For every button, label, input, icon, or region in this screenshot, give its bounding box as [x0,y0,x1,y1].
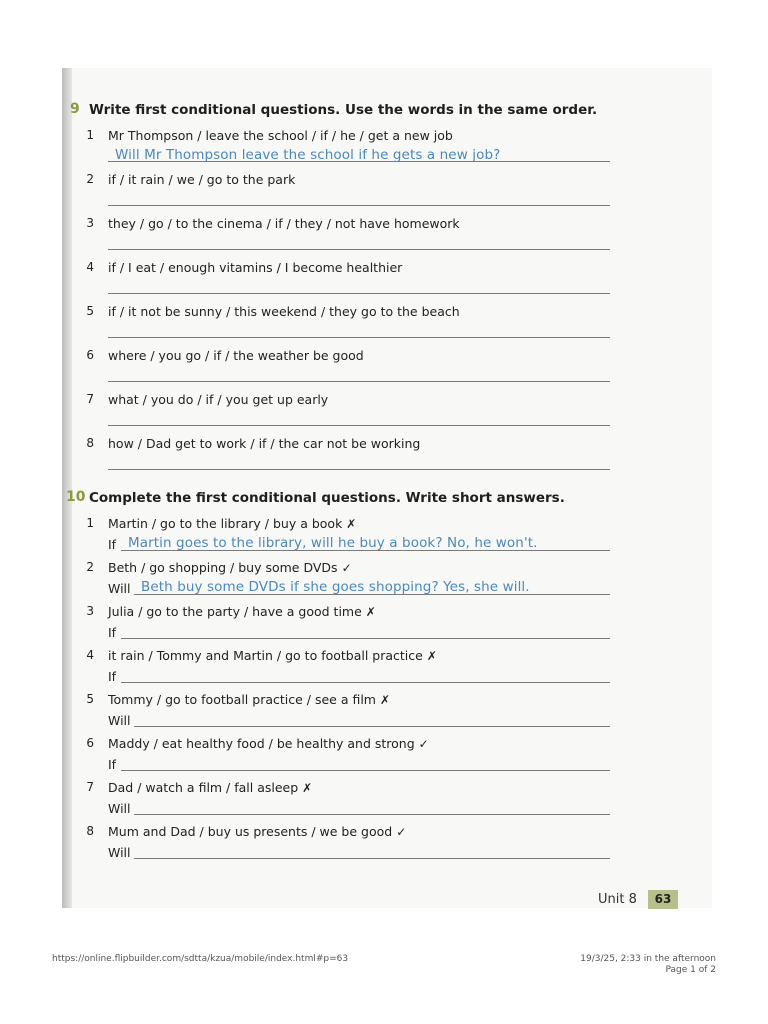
answer-line[interactable] [121,682,610,683]
item-number: 3 [86,216,94,230]
exercise-9-number: 9 [70,101,80,117]
item-number: 1 [86,516,94,530]
exercise-10-title: Complete the first conditional questions. Write short answers. [89,490,565,506]
item-number: 2 [86,560,94,574]
footer-url[interactable]: https://online.flipbuilder.com/sdtta/kzua/mobile/index.html#p=63 [52,954,349,964]
item-prompt [108,780,312,795]
item-prompt [108,648,437,663]
answer-line[interactable] [121,638,610,639]
answer-starter: Will [108,801,131,816]
item-number: 4 [86,260,94,274]
cross-mark-icon: ✗ [365,605,376,619]
answer-line[interactable] [134,858,610,859]
item-prompt: where / you go / if / the weather be good [108,348,364,363]
item-number: 7 [86,392,94,406]
cross-mark-icon: ✗ [379,693,391,707]
item-prompt: if / I eat / enough vitamins / I become healthier [108,260,403,275]
answer-line[interactable] [134,594,610,595]
answer-line[interactable] [108,469,610,470]
item-number: 6 [86,348,94,362]
answer-text: Martin goes to the library, will he buy a book? No, he won't. [128,535,538,551]
answer-starter: If [108,537,117,552]
item-number: 2 [86,172,94,186]
answer-line[interactable] [108,293,610,294]
item-prompt-text: Dad / watch a film / fall asleep [108,780,299,795]
item-prompt-text: Maddy / eat healthy food / be healthy and strong [108,736,415,751]
answer-line[interactable] [134,814,610,815]
answer-line[interactable] [134,726,610,727]
item-prompt-text: Mum and Dad / buy us presents / we be good [108,824,393,839]
item-prompt: what / you do / if / you get up early [108,392,329,407]
item-number: 4 [86,648,94,662]
answer-starter: If [108,625,117,640]
answer-starter: Will [108,713,131,728]
item-number: 1 [86,128,94,142]
item-prompt [108,560,352,575]
item-prompt-text: Julia / go to the party / have a good time [108,604,362,619]
cross-mark-icon: ✗ [426,649,437,663]
check-mark-icon: ✓ [396,825,407,839]
cross-mark-icon: ✗ [346,517,357,531]
item-prompt-text: Martin / go to the library / buy a book [108,516,343,531]
answer-starter: Will [108,845,131,860]
item-prompt-text: Beth / go shopping / buy some DVDs [108,560,338,575]
item-prompt [108,692,390,707]
answer-starter: Will [108,581,131,596]
item-prompt-text: Tommy / go to football practice / see a film [108,692,376,707]
cross-mark-icon: ✗ [302,781,313,795]
answer-text: Beth buy some DVDs if she goes shopping? Yes, she will. [141,579,530,595]
item-prompt [108,604,376,619]
item-number: 8 [86,436,94,450]
answer-starter: If [108,669,117,684]
item-prompt: how / Dad get to work / if / the car not be working [108,436,421,451]
item-number: 8 [86,824,94,838]
item-prompt: if / it rain / we / go to the park [108,172,296,187]
item-prompt: Mr Thompson / leave the school / if / he / get a new job [108,128,453,143]
footer-page-count: Page 1 of 2 [665,965,716,975]
answer-line[interactable] [121,770,610,771]
answer-line[interactable] [108,425,610,426]
page-number-badge: 63 [648,890,678,909]
answer-line[interactable] [121,550,610,551]
item-prompt: they / go / to the cinema / if / they / not have homework [108,216,460,231]
answer-line[interactable] [108,249,610,250]
exercise-10-number: 10 [66,489,86,505]
answer-line[interactable] [108,205,610,206]
check-mark-icon: ✓ [418,737,429,751]
exercise-9-title: Write first conditional questions. Use the words in the same order. [89,102,598,118]
item-number: 5 [86,304,94,318]
answer-line[interactable] [108,337,610,338]
item-number: 5 [86,692,94,706]
footer-datetime: 19/3/25, 2:33 in the afternoon [580,954,716,964]
answer-line[interactable] [108,381,610,382]
answer-text: Will Mr Thompson leave the school if he gets a new job? [115,147,501,163]
item-prompt: if / it not be sunny / this weekend / they go to the beach [108,304,460,319]
answer-starter: If [108,757,117,772]
item-number: 6 [86,736,94,750]
item-prompt [108,736,429,751]
unit-label: Unit 8 [598,892,637,907]
item-number: 7 [86,780,94,794]
item-prompt [108,824,406,839]
answer-line[interactable] [108,161,610,162]
item-number: 3 [86,604,94,618]
item-prompt [108,516,356,531]
item-prompt-text: it rain / Tommy and Martin / go to football practice [108,648,423,663]
page-spine [62,68,72,908]
check-mark-icon: ✓ [341,561,352,575]
